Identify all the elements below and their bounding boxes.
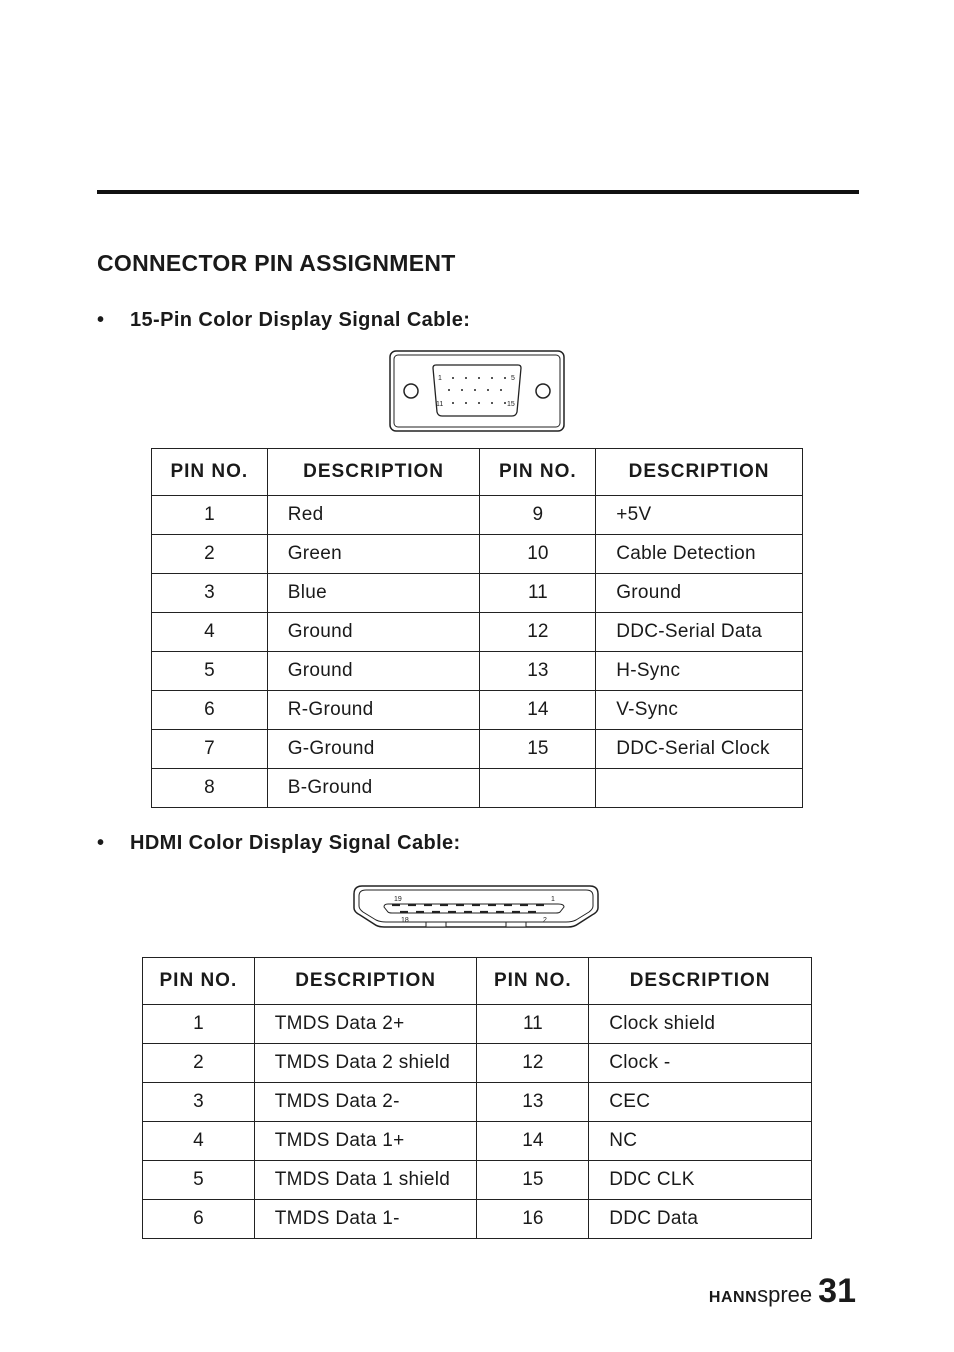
table-row: [143, 1161, 812, 1200]
description-cell: TMDS Data 2-: [254, 1083, 477, 1122]
pin-number-cell: 5: [152, 652, 268, 691]
pin-number-cell: 14: [480, 691, 596, 730]
pin-number-cell: 4: [143, 1122, 255, 1161]
header-description: DESCRIPTION: [267, 449, 480, 496]
pin-number-cell: 3: [152, 574, 268, 613]
section-title-vga-text: 15-Pin Color Display Signal Cable:: [130, 309, 471, 331]
table-row: [152, 496, 803, 535]
pin-number-cell: 8: [152, 769, 268, 808]
description-cell: B-Ground: [267, 769, 480, 808]
description-cell: TMDS Data 2 shield: [254, 1044, 477, 1083]
page-footer: [709, 1272, 856, 1311]
description-cell: Ground: [267, 652, 480, 691]
description-cell: +5V: [596, 496, 803, 535]
description-cell: [596, 769, 803, 808]
description-cell: R-Ground: [267, 691, 480, 730]
brand-logo-light: spree: [757, 1282, 813, 1307]
description-cell: DDC CLK: [589, 1161, 812, 1200]
description-cell: G-Ground: [267, 730, 480, 769]
table-row: [152, 769, 803, 808]
pin-number-cell: 10: [480, 535, 596, 574]
pin-number-cell: 2: [143, 1044, 255, 1083]
description-cell: Cable Detection: [596, 535, 803, 574]
table-row: [143, 1044, 812, 1083]
hdmi-pin-label-1: 1: [551, 896, 555, 903]
table-header-row: [152, 449, 803, 496]
hdmi-pin-label-19: 19: [394, 896, 402, 903]
table-row: [152, 652, 803, 691]
description-cell: DDC-Serial Clock: [596, 730, 803, 769]
section-title-vga: [97, 309, 470, 332]
hdmi-pin-label-18: 18: [401, 917, 409, 924]
table-row: [143, 1083, 812, 1122]
vga-pin-table: [151, 448, 803, 808]
description-cell: H-Sync: [596, 652, 803, 691]
description-cell: Blue: [267, 574, 480, 613]
vga-pin-label-15: 15: [507, 401, 515, 408]
table-row: [152, 730, 803, 769]
header-description: DESCRIPTION: [589, 958, 812, 1005]
description-cell: TMDS Data 1+: [254, 1122, 477, 1161]
top-rule: [97, 190, 859, 194]
pin-number-cell: 15: [480, 730, 596, 769]
description-cell: TMDS Data 2+: [254, 1005, 477, 1044]
table-row: [152, 535, 803, 574]
bullet-icon: •: [97, 309, 105, 331]
pin-number-cell: 12: [477, 1044, 589, 1083]
header-pin-no: PIN NO.: [480, 449, 596, 496]
vga-pin-label-11: 11: [436, 401, 444, 408]
page-heading: CONNECTOR PIN ASSIGNMENT: [97, 250, 456, 276]
section-title-hdmi: [97, 832, 461, 855]
pin-number-cell: 12: [480, 613, 596, 652]
description-cell: TMDS Data 1 shield: [254, 1161, 477, 1200]
vga-connector-diagram: [389, 350, 565, 433]
pin-number-cell: 5: [143, 1161, 255, 1200]
description-cell: V-Sync: [596, 691, 803, 730]
description-cell: Clock shield: [589, 1005, 812, 1044]
hdmi-connector-diagram: [352, 884, 600, 930]
description-cell: Clock -: [589, 1044, 812, 1083]
bullet-icon: •: [97, 832, 105, 854]
description-cell: DDC-Serial Data: [596, 613, 803, 652]
pin-number-cell: 13: [480, 652, 596, 691]
pin-number-cell: [480, 769, 596, 808]
pin-number-cell: 6: [143, 1200, 255, 1239]
header-pin-no: PIN NO.: [152, 449, 268, 496]
description-cell: Green: [267, 535, 480, 574]
page-number: 31: [818, 1272, 856, 1310]
pin-number-cell: 7: [152, 730, 268, 769]
pin-number-cell: 9: [480, 496, 596, 535]
header-pin-no: PIN NO.: [143, 958, 255, 1005]
hdmi-pin-table: [142, 957, 812, 1239]
brand-logo-bold: HANN: [708, 1289, 758, 1306]
pin-number-cell: 1: [143, 1005, 255, 1044]
pin-number-cell: 11: [477, 1005, 589, 1044]
section-title-hdmi-text: HDMI Color Display Signal Cable:: [130, 832, 461, 854]
vga-pin-label-5: 5: [511, 375, 515, 382]
table-row: [143, 1005, 812, 1044]
pin-number-cell: 6: [152, 691, 268, 730]
table-row: [152, 613, 803, 652]
pin-number-cell: 3: [143, 1083, 255, 1122]
header-description: DESCRIPTION: [254, 958, 477, 1005]
pin-number-cell: 11: [480, 574, 596, 613]
description-cell: TMDS Data 1-: [254, 1200, 477, 1239]
table-header-row: [143, 958, 812, 1005]
pin-number-cell: 4: [152, 613, 268, 652]
table-row: [143, 1200, 812, 1239]
header-description: DESCRIPTION: [596, 449, 803, 496]
brand-logo: [709, 1282, 812, 1308]
description-cell: NC: [589, 1122, 812, 1161]
table-row: [152, 691, 803, 730]
pin-number-cell: 13: [477, 1083, 589, 1122]
description-cell: DDC Data: [589, 1200, 812, 1239]
header-pin-no: PIN NO.: [477, 958, 589, 1005]
vga-pin-label-1: 1: [438, 375, 442, 382]
hdmi-pin-label-2: 2: [543, 917, 547, 924]
pin-number-cell: 15: [477, 1161, 589, 1200]
pin-number-cell: 2: [152, 535, 268, 574]
pin-number-cell: 1: [152, 496, 268, 535]
table-row: [143, 1122, 812, 1161]
description-cell: CEC: [589, 1083, 812, 1122]
pin-number-cell: 16: [477, 1200, 589, 1239]
description-cell: Ground: [267, 613, 480, 652]
description-cell: Ground: [596, 574, 803, 613]
table-row: [152, 574, 803, 613]
description-cell: Red: [267, 496, 480, 535]
pin-number-cell: 14: [477, 1122, 589, 1161]
